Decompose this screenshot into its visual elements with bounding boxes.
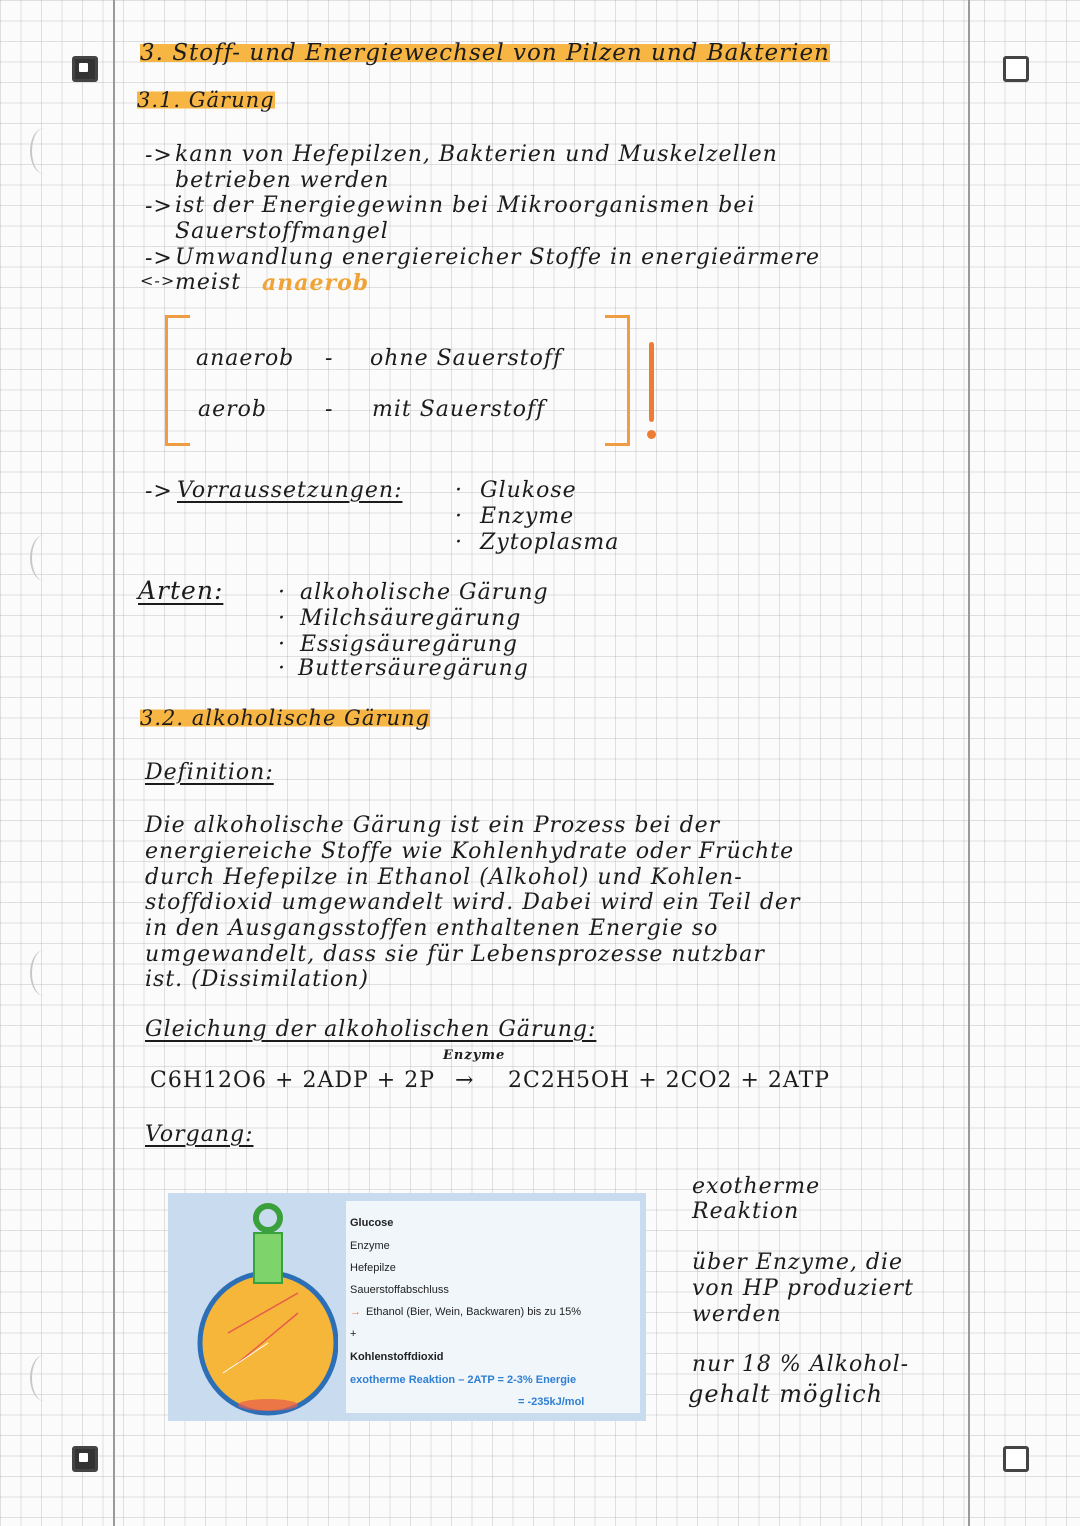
voraussetzung-item: Glukose — [480, 478, 577, 503]
scan-marker-icon — [72, 56, 98, 82]
meist-value: anaerob — [262, 270, 370, 296]
bullet-text: ist der Energiegewinn bei Mikroorganismen bei — [175, 193, 756, 218]
bullet-arrow: <-> — [140, 271, 176, 290]
side-note: werden — [692, 1302, 782, 1327]
side-note: gehalt möglich — [688, 1380, 884, 1408]
box-meaning: mit Sauerstoff — [372, 397, 546, 422]
fermentation-diagram — [168, 1193, 646, 1421]
definition-line: ist. (Dissimilation) — [145, 967, 369, 992]
bullet-arrow: -> — [145, 479, 173, 504]
bullet-text: Umwandlung energiereicher Stoffe in energieärmere — [175, 245, 821, 270]
voraussetzungen-label: Vorraussetzungen: — [177, 478, 403, 503]
section-title: 3. Stoff- und Energiewechsel von Pilzen und Bakterien — [140, 40, 830, 66]
bullet-arrow: -> — [145, 194, 173, 219]
bullet-text: Sauerstoffmangel — [175, 219, 389, 244]
exclamation-icon — [649, 342, 654, 422]
subsection-title: 3.1. Gärung — [137, 88, 275, 112]
definition-line: stoffdioxid umgewandelt wird. Dabei wird ein Teil der — [145, 890, 801, 915]
side-note: nur 18 % Alkohol- — [692, 1352, 910, 1377]
reaction-arrow: → — [455, 1068, 475, 1093]
definition-line: energiereiche Stoffe wie Kohlenhydrate oder Früchte — [145, 839, 795, 864]
voraussetzung-item: Enzyme — [480, 504, 575, 529]
gleichung-label: Gleichung der alkoholischen Gärung: — [145, 1017, 597, 1042]
scan-marker-icon — [1003, 1446, 1029, 1472]
voraussetzung-item: · — [455, 478, 463, 503]
exclamation-dot-icon — [647, 430, 656, 439]
definition-label: Definition: — [145, 760, 274, 785]
equation-right: 2C2H5OH + 2CO2 + 2ATP — [508, 1068, 831, 1093]
right-margin-line — [968, 0, 970, 1526]
voraussetzung-item: · — [455, 504, 463, 529]
bracket-left — [165, 315, 190, 446]
side-note: exotherme — [692, 1174, 821, 1199]
punch-hole — [30, 128, 58, 174]
definition-line: in den Ausgangsstoffen enthaltenen Energie so — [145, 916, 719, 941]
definition-line: durch Hefepilze in Ethanol (Alkohol) und Kohlen- — [145, 865, 743, 890]
enzyme-label: Enzyme — [443, 1048, 506, 1063]
box-dash: - — [325, 397, 334, 422]
box-term: anaerob — [196, 346, 295, 371]
voraussetzung-item: · — [455, 530, 463, 555]
diagram-label: Kohlenstoffdioxid — [350, 1351, 444, 1363]
box-dash: - — [325, 346, 334, 371]
diagram-label: Enzyme — [350, 1240, 390, 1252]
bullet-arrow: -> — [145, 246, 173, 271]
voraussetzung-item: Zytoplasma — [480, 530, 620, 555]
diagram-label: Ethanol (Bier, Wein, Backwaren) bis zu 15% — [366, 1306, 582, 1318]
diagram-label: Glucose — [350, 1217, 394, 1229]
bracket-right — [605, 315, 630, 446]
subsection-title: 3.2. alkoholische Gärung — [140, 706, 430, 730]
diagram-label: = -235kJ/mol — [518, 1396, 585, 1408]
arten-item: · — [278, 580, 286, 605]
side-note: von HP produziert — [692, 1276, 914, 1301]
diagram-label: Sauerstoffabschluss — [350, 1284, 449, 1296]
punch-hole — [30, 1355, 58, 1401]
arten-item: · — [278, 632, 286, 657]
diagram-label: exotherme Reaktion – 2ATP = 2-3% Energie — [350, 1374, 577, 1386]
arten-item: alkoholische Gärung — [300, 580, 549, 605]
arten-label: Arten: — [138, 576, 224, 605]
arten-item: Essigsäuregärung — [300, 632, 519, 657]
arten-item: · — [278, 606, 286, 631]
arten-item: · — [278, 656, 286, 681]
arten-item: Milchsäuregärung — [300, 606, 522, 631]
left-margin-line — [113, 0, 115, 1526]
box-term: aerob — [198, 397, 267, 422]
scan-marker-icon — [72, 1446, 98, 1472]
arten-item: Buttersäuregärung — [298, 656, 529, 681]
side-note: über Enzyme, die — [692, 1250, 904, 1275]
side-note: Reaktion — [692, 1199, 800, 1224]
diagram-arrow-icon: → — [350, 1306, 361, 1318]
bullet-text: kann von Hefepilzen, Bakterien und Muskelzellen — [175, 142, 778, 167]
definition-line: Die alkoholische Gärung ist ein Prozess bei der — [145, 813, 721, 838]
equation-left: C6H12O6 + 2ADP + 2P — [150, 1068, 436, 1093]
bullet-arrow: -> — [145, 143, 173, 168]
punch-hole — [30, 535, 58, 581]
vorgang-label: Vorgang: — [145, 1122, 254, 1147]
definition-line: umgewandelt, dass sie für Lebensprozesse nutzbar — [145, 942, 765, 967]
bullet-text: betrieben werden — [175, 168, 390, 193]
diagram-label: + — [350, 1328, 357, 1340]
fermentation-flask-illustration — [168, 1193, 338, 1421]
punch-hole — [30, 950, 58, 996]
scan-marker-icon — [1003, 56, 1029, 82]
diagram-label: Hefepilze — [350, 1262, 396, 1274]
meist-label: meist — [175, 270, 242, 295]
box-meaning: ohne Sauerstoff — [370, 346, 563, 371]
